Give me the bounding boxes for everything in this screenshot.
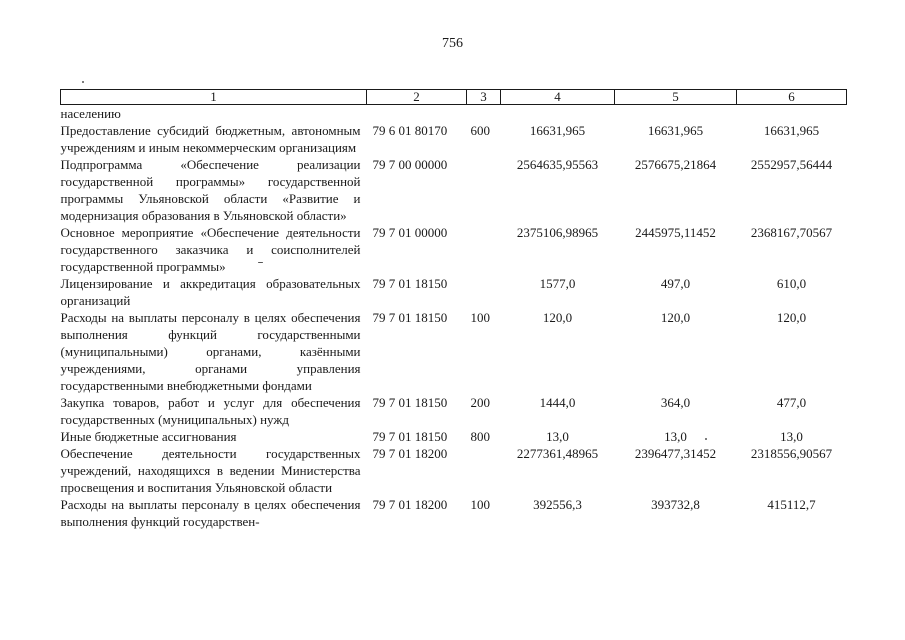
row-expense-type [467, 445, 501, 496]
row-value-col4: 2277361,48965 [516, 446, 599, 461]
budget-table [60, 89, 847, 530]
row-code: 79 7 01 18150 [372, 395, 448, 410]
row-code [367, 105, 467, 123]
row-value-col5: 2396477,31452 [634, 446, 717, 461]
scan-speck [705, 438, 707, 440]
row-value-col5: 120,0 [660, 310, 691, 325]
row-value-col6: 13,0 [780, 429, 803, 444]
scan-speck [82, 81, 84, 83]
row-expense-type [467, 105, 501, 123]
row-name: Подпрограмма «Обеспечение реализации государственной программы» государственной программы Ульяновской области «Развитие и модернизация образования в Ульяновской области» [60, 157, 361, 223]
row-value-col5: 2445975,11452 [635, 225, 716, 240]
row-value-col5: 364,0 [660, 395, 691, 410]
table-row [61, 156, 847, 224]
row-value-col4: 1577,0 [539, 276, 576, 291]
row-name: населению [60, 106, 121, 121]
row-expense-type: 100 [470, 310, 490, 325]
row-value-col4: 1444,0 [539, 395, 576, 410]
table-row [61, 275, 847, 309]
row-code: 79 7 01 18150 [372, 276, 448, 291]
row-value-col6: 2318556,90567 [750, 446, 833, 461]
row-name: Закупка товаров, работ и услуг для обеспечения государственных (муниципальных) нужд [60, 395, 361, 427]
column-number-1: 1 [61, 90, 367, 105]
row-expense-type: 200 [470, 395, 490, 410]
table-row [61, 445, 847, 496]
row-value-col6: 120,0 [776, 310, 807, 325]
row-expense-type: 800 [470, 429, 490, 444]
row-expense-type [467, 275, 501, 309]
column-number-4: 4 [501, 90, 615, 105]
row-code: 79 7 01 18200 [372, 446, 448, 461]
row-code: 79 7 00 00000 [372, 157, 448, 172]
row-name: Лицензирование и аккредитация образовательных организаций [60, 276, 361, 308]
row-expense-type: 600 [470, 123, 490, 138]
table-row [61, 224, 847, 275]
row-code: 79 6 01 80170 [372, 123, 448, 138]
row-code: 79 7 01 00000 [372, 225, 448, 240]
row-value-col5: 2576675,21864 [634, 157, 717, 172]
row-value-col6: 2368167,70567 [750, 225, 833, 240]
row-code: 79 7 01 18150 [372, 310, 448, 325]
row-value-col5: 13,0 [664, 429, 687, 444]
row-value-col6: 2552957,56444 [750, 157, 833, 172]
table-row [61, 105, 847, 123]
column-number-2: 2 [367, 90, 467, 105]
table-body [61, 105, 847, 531]
table-row [61, 122, 847, 156]
row-code: 79 7 01 18150 [372, 429, 448, 444]
row-value-col4: 2375106,98965 [516, 225, 599, 240]
row-name: Основное мероприятие «Обеспечение деятельности государственного заказчика и соисполнителей государственной программы» [60, 225, 361, 274]
row-name: Расходы на выплаты персоналу в целях обеспечения выполнения функций государственными (муниципальными) органами, казёнными учреждениями, органами управления государственными внебюджетными фондами [60, 310, 361, 393]
row-value-col6: 610,0 [776, 276, 807, 291]
column-number-6: 6 [737, 90, 847, 105]
row-name: Иные бюджетные ассигнования [60, 429, 237, 444]
row-code: 79 7 01 18200 [372, 497, 448, 512]
column-number-5: 5 [615, 90, 737, 105]
row-expense-type: 100 [470, 497, 490, 512]
row-value-col5 [615, 105, 737, 123]
row-name: Предоставление субсидий бюджетным, автономным учреждениям и иным некоммерческим организациям [60, 123, 361, 155]
table-row [61, 428, 847, 445]
scan-speck [258, 262, 263, 263]
row-value-col6: 415112,7 [767, 497, 816, 512]
column-number-row [61, 90, 847, 105]
row-expense-type [467, 224, 501, 275]
row-value-col4: 392556,3 [533, 497, 582, 512]
table-row [61, 309, 847, 394]
row-expense-type [467, 156, 501, 224]
row-value-col6 [737, 105, 847, 123]
row-value-col4: 120,0 [542, 310, 573, 325]
table-row [61, 496, 847, 530]
page-number: 756 [442, 36, 463, 51]
row-value-col6: 16631,965 [763, 123, 820, 138]
row-name: Расходы на выплаты персоналу в целях обеспечения выполнения функций государствен- [60, 497, 361, 529]
row-value-col5: 393732,8 [651, 497, 700, 512]
table-row [61, 394, 847, 428]
column-number-3: 3 [467, 90, 501, 105]
row-value-col5: 497,0 [660, 276, 691, 291]
row-value-col5: 16631,965 [647, 123, 704, 138]
row-value-col4: 2564635,95563 [516, 157, 599, 172]
row-value-col4 [501, 105, 615, 123]
row-name: Обеспечение деятельности государственных учреждений, находящихся в ведении Министерства просвещения и воспитания Ульяновской области [60, 446, 361, 495]
row-value-col4: 13,0 [546, 429, 569, 444]
table-header [61, 90, 847, 105]
row-value-col4: 16631,965 [529, 123, 586, 138]
row-value-col6: 477,0 [776, 395, 807, 410]
